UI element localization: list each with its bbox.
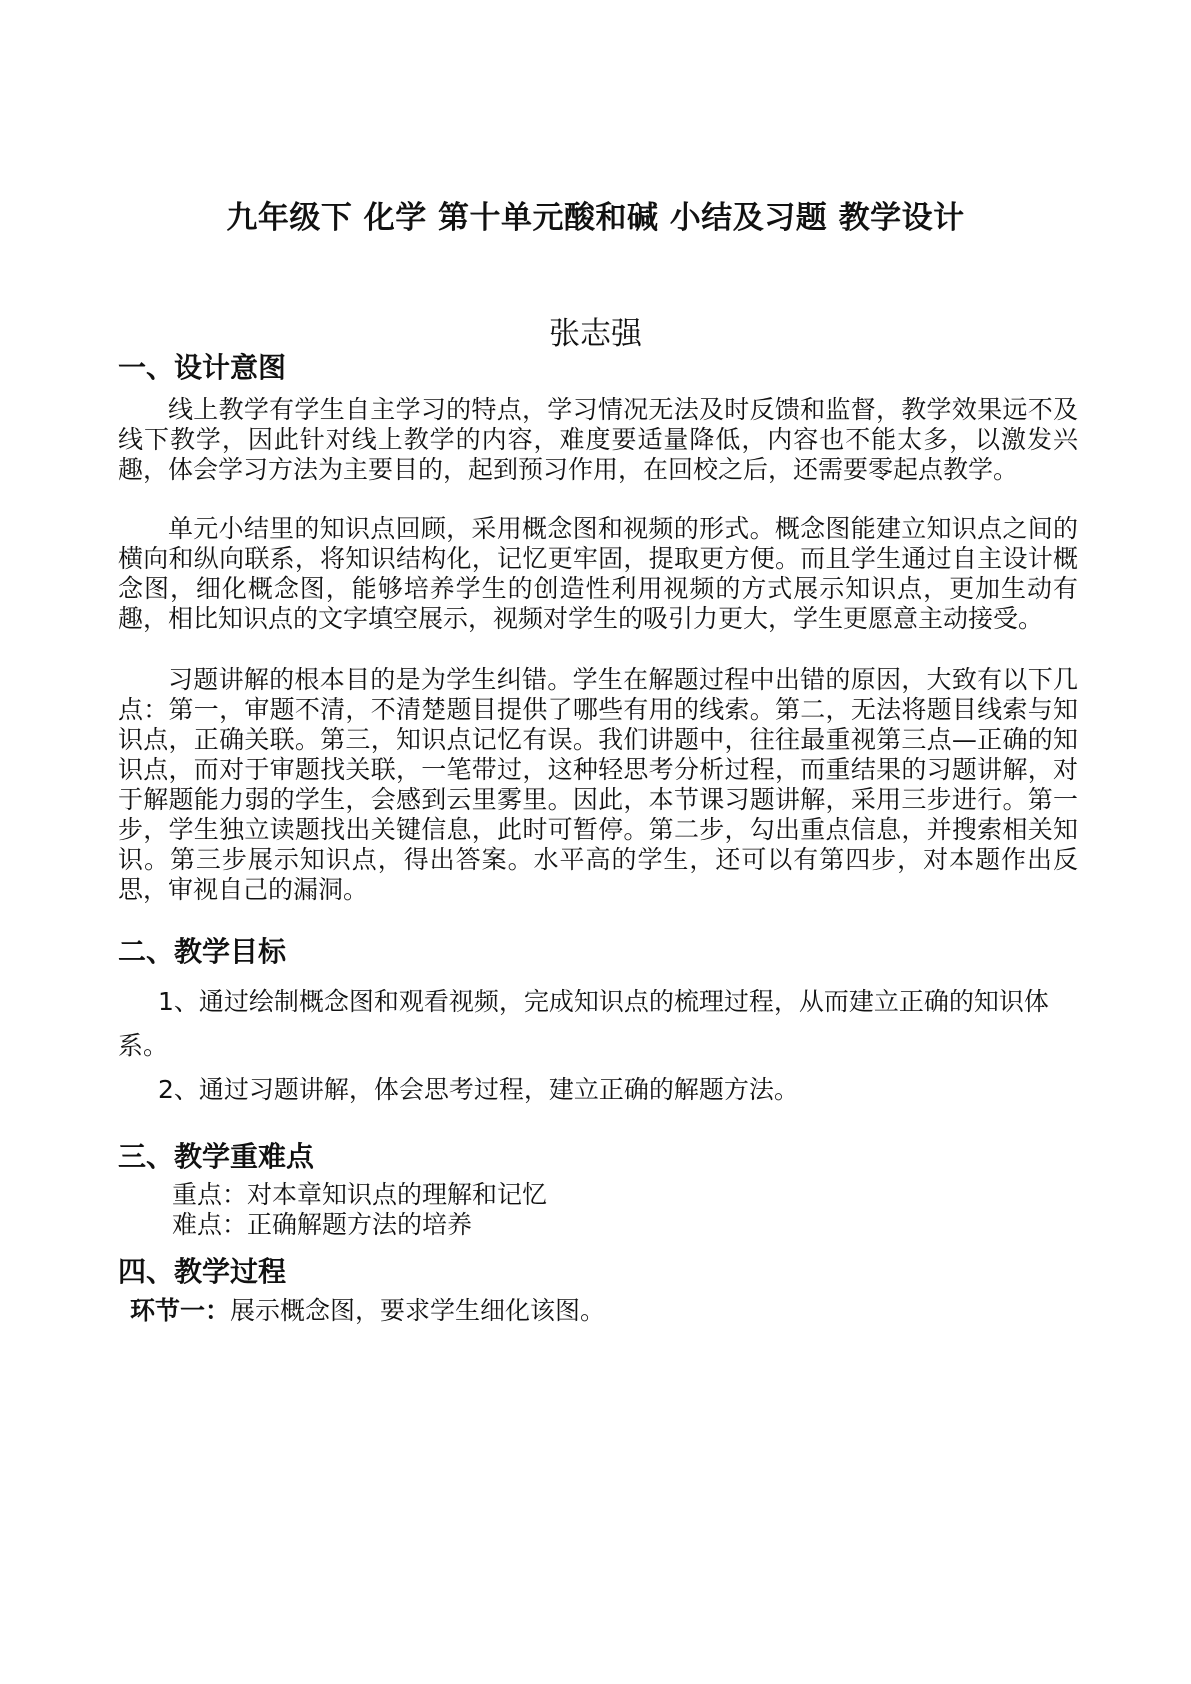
teaching-goal-2: 2、通过习题讲解，体会思考过程，建立正确的解题方法。 [158,1075,799,1104]
author-name: 张志强 [549,316,642,352]
design-intent-paragraph-3: 习题讲解的根本目的是为学生纠错。学生在解题过程中出错的原因，大致有以下几点：第一，审题不清，不清楚题目提供了哪些有用的线索。第二，无法将题目线索与知识点，正确关联。第三，知识点记忆有误。我们讲题中，往往最重视第三点—正确的知识点，而对于审题找关联，一笔带过，这种轻思考分析过程，而重结果的习题讲解，对于解题能力弱的学生，会感到云里雾里。因此，本节课习题讲解，采用三步进行。第一步，学生独立读题找出关键信息，此时可暂停。第二步，勾出重点信息，并搜索相关知识。第三步展示知识点，得出答案。水平高的学生，还可以有第四步，对本题作出反思，审视自己的漏洞。 [118,665,1078,904]
process-step-1-text: 展示概念图，要求学生细化该图。 [230,1296,606,1325]
design-intent-paragraph-2: 单元小结里的知识点回顾，采用概念图和视频的形式。概念图能建立知识点之间的横向和纵向联系，将知识结构化，记忆更牢固，提取更方便。而且学生通过自主设计概念图，细化概念图，能够培养学生的创造性利用视频的方式展示知识点，更加生动有趣，相比知识点的文字填空展示，视频对学生的吸引力更大，学生更愿意主动接受。 [118,514,1078,633]
section-heading-key-difficult-points: 三、教学重难点 [118,1140,315,1173]
process-step-1 [130,1296,605,1326]
section-heading-teaching-goals: 二、教学目标 [118,935,287,968]
key-point: 重点：对本章知识点的理解和记忆 [172,1180,548,1209]
section-heading-teaching-process: 四、教学过程 [118,1255,287,1288]
difficult-point: 难点：正确解题方法的培养 [172,1210,473,1239]
design-intent-paragraph-1: 线上教学有学生自主学习的特点，学习情况无法及时反馈和监督，教学效果远不及线下教学，因此针对线上教学的内容，难度要适量降低，内容也不能太多，以激发兴趣，体会学习方法为主要目的，起到预习作用，在回校之后，还需要零起点教学。 [118,395,1078,484]
section-heading-design-intent: 一、设计意图 [118,351,287,384]
process-step-1-label: 环节一： [130,1296,231,1325]
document-title: 九年级下 化学 第十单元酸和碱 小结及习题 教学设计 [226,200,965,236]
teaching-goal-1: 1、通过绘制概念图和观看视频，完成知识点的梳理过程，从而建立正确的知识体系。 [118,987,1049,1060]
